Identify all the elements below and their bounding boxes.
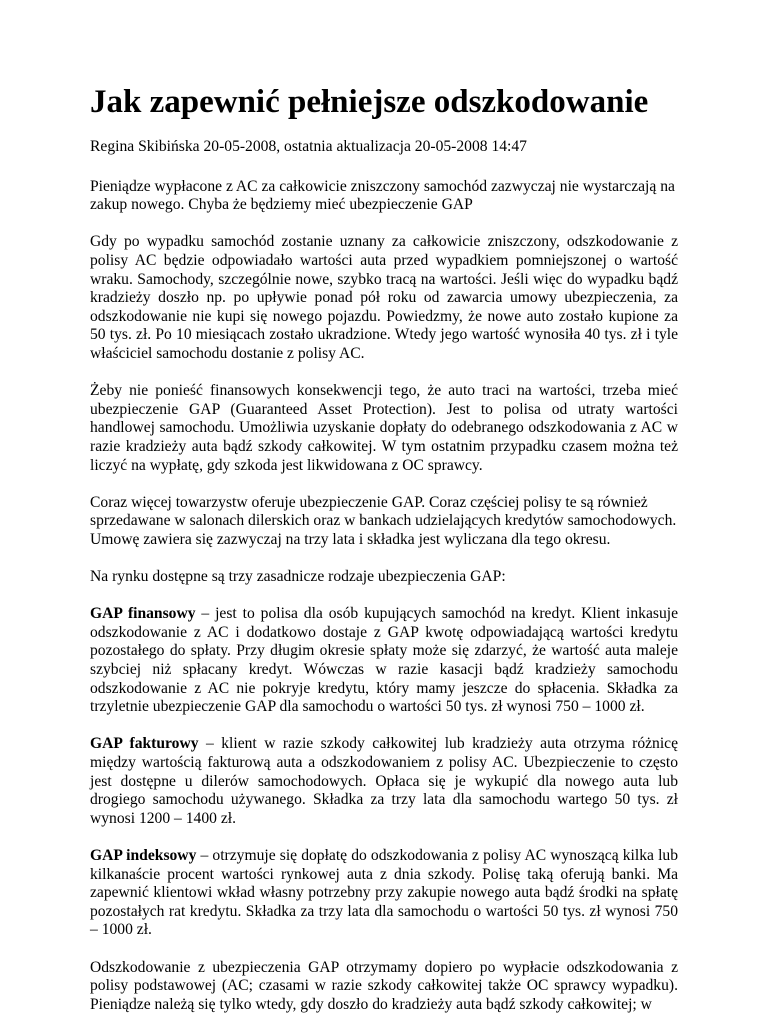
gap-type-paragraph xyxy=(90,605,678,717)
article-lead: Pieniądze wypłacone z AC za całkowicie zniszczony samochód zazwyczaj nie wystarczają na zakup nowego. Chyba że będziemy mieć ubezpieczenie GAP xyxy=(90,177,675,214)
gap-type-description: – jest to polisa dla osób kupujących samochód na kredyt. Klient inkasuje odszkodowanie z AC i dodatkowo dostaje z GAP kwotę odpowiadającą wartości kredytu pozostałego do spłaty. Przy długim okresie spłaty może się zdarzyć, że wartość auta maleje szybciej niż spłacany kredyt. Wówczas w razie kasacji bądź kradzieży samochodu odszkodowanie z AC nie pokryje kredytu, który mamy jeszcze do spłacenia. Składka za trzyletnie ubezpieczenie GAP dla samochodu o wartości 50 tys. zł wynosi 750 – 1000 zł. xyxy=(90,605,678,716)
gap-type-term: GAP indeksowy xyxy=(90,846,197,864)
gap-type-description: – otrzymuje się dopłatę do odszkodowania z polisy AC wynoszącą kilka lub kilkanaście procent wartości rynkowej auta z dnia szkody. Polisę taką oferują banki. Ma zapewnić klientowi wkład własny potrzebny przy zakupie nowego auta bądź środki na spłatę pozostałych rat kredytu. Składka za trzy lata dla samochodu o wartości 50 tys. zł wynosi 750 – 1000 zł. xyxy=(90,846,678,939)
gap-type-term: GAP finansowy xyxy=(90,605,196,623)
paragraph: Żeby nie ponieść finansowych konsekwencji tego, że auto traci na wartości, trzeba mieć ubezpieczenie GAP (Guaranteed Asset Protection). Jest to polisa od utraty wartości handlowej samochodu. Umożliwia uzyskanie dopłaty do odebranego odszkodowania z AC w razie kradzieży auta bądź szkody całkowitej. W tym ostatnim przypadku czasem można też liczyć na wypłatę, gdy szkoda jest likwidowana z OC sprawcy. xyxy=(90,382,678,474)
article-byline: Regina Skibińska 20-05-2008, ostatnia aktualizacja 20-05-2008 14:47 xyxy=(90,138,527,155)
paragraph: Coraz więcej towarzystw oferuje ubezpieczenie GAP. Coraz częściej polisy te są również sprzedawane w salonach dilerskich oraz w bankach udzielających kredytów samochodowych. Umowę zawiera się zazwyczaj na trzy lata i składka jest wyliczana dla tego okresu. xyxy=(90,493,677,548)
gap-type-paragraph xyxy=(90,847,678,940)
gap-type-description: – klient w razie szkody całkowitej lub kradzieży auta otrzyma różnicę między wartością fakturową auta a odszkodowaniem z polisy AC. Ubezpieczenie to często jest dostępne u dilerów samochodowych. Opłaca się je wykupić dla nowego auta lub drogiego samochodu używanego. Składka za trzy lata dla samochodu wartego 50 tys. zł wynosi 1200 – 1400 zł. xyxy=(90,735,679,827)
document-page xyxy=(90,80,678,1033)
paragraph: Odszkodowanie z ubezpieczenia GAP otrzymamy dopiero po wypłacie odszkodowania z polisy podstawowej (AC; czasami w razie szkody całkowitej także OC sprawcy wypadku). Pieniądze należą się tylko wtedy, gdy doszło do kradzieży auta bądź szkody całkowitej; w xyxy=(90,958,678,1013)
gap-type-term: GAP fakturowy xyxy=(90,735,199,753)
gap-type-paragraph xyxy=(90,735,678,828)
paragraph: Na rynku dostępne są trzy zasadnicze rodzaje ubezpieczenia GAP: xyxy=(90,568,506,586)
article-title: Jak zapewnić pełniejsze odszkodowanie xyxy=(90,84,649,120)
paragraph: Gdy po wypadku samochód zostanie uznany za całkowicie zniszczony, odszkodowanie z polisy AC będzie odpowiadało wartości auta przed wypadkiem pomniejszonej o wartość wraku. Samochody, szczególnie nowe, szybko tracą na wartości. Jeśli więc do wypadku bądź kradzieży doszło np. po upływie ponad pół roku od zawarcia umowy ubezpieczenia, za odszkodowanie nie kupi się nowego pojazdu. Powiedzmy, że nowe auto zostało kupione za 50 tys. zł. Po 10 miesiącach zostało ukradzione. Wtedy jego wartość wynosiła 40 tys. zł i tyle właściciel samochodu dostanie z polisy AC. xyxy=(90,233,678,362)
